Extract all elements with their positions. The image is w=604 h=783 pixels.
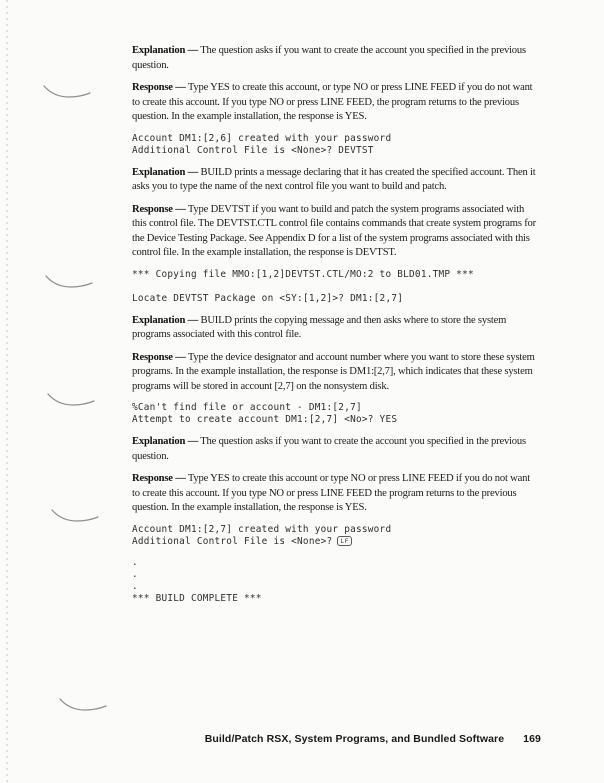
paragraph-label: Explanation — bbox=[132, 314, 198, 326]
paragraph-label: Explanation — bbox=[132, 436, 198, 447]
paragraph-text: Type the device designator and account number where you want to store these system programs. In the example installation, the response is DM1:[2,7], which indicates that these system programs will be stored in account [2,7] on the nonsystem disk. bbox=[132, 351, 535, 392]
paragraph-text: The question asks if you want to create the account you specified in the previous question. bbox=[132, 436, 526, 462]
paragraph-label: Response — bbox=[132, 203, 186, 215]
paragraph-text: Type DEVTST if you want to build and patch the system programs associated with this control file. The DEVTST.CTL control file contains commands that create system programs for the Device Testing Package. See Appendix D for a list of the system programs associated with this control file. In the example installation, the response is DEVTST. bbox=[132, 203, 536, 258]
response-paragraph bbox=[132, 472, 536, 516]
terminal-line: %Can't find file or account - DM1:[2,7] bbox=[132, 402, 362, 413]
paragraph-text: BUILD prints a message declaring that it has created the specified account. Then it asks you to type the name of the next control file you want to build and patch. bbox=[132, 166, 536, 192]
explanation-paragraph bbox=[132, 166, 536, 195]
margin-squiggle bbox=[46, 392, 96, 408]
margin-squiggle bbox=[44, 274, 94, 290]
paragraph-label: Response — bbox=[132, 82, 186, 93]
paragraph-text: BUILD prints the copying message and then asks where to store the system programs associated with this control file. bbox=[132, 314, 507, 340]
explanation-paragraph bbox=[132, 44, 536, 73]
explanation-paragraph bbox=[132, 314, 536, 343]
paragraph-text: Type YES to create this account, or type NO or press LINE FEED if you do not want to create this account. If you type NO or press LINE FEED, the program returns to the previous question. In the example installation, the response is YES. bbox=[132, 82, 533, 122]
response-paragraph bbox=[132, 203, 536, 261]
paragraph-label: Explanation — bbox=[132, 166, 198, 178]
explanation-paragraph bbox=[132, 435, 536, 464]
margin-squiggle bbox=[58, 697, 108, 713]
terminal-output-block bbox=[132, 524, 536, 548]
ellipsis-dot: . bbox=[132, 580, 138, 592]
terminal-output-block bbox=[132, 269, 536, 305]
terminal-line: Additional Control File is <None>? DEVTST bbox=[132, 144, 374, 156]
terminal-line: Account DM1:[2,6] created with your password bbox=[132, 132, 392, 144]
terminal-line bbox=[132, 536, 536, 548]
page-number: 169 bbox=[523, 733, 541, 745]
response-paragraph bbox=[132, 351, 536, 395]
terminal-line: Attempt to create account DM1:[2,7] <No>? YES bbox=[132, 414, 398, 425]
response-paragraph bbox=[132, 81, 536, 125]
margin-squiggle bbox=[50, 508, 100, 524]
ellipsis-dot: . bbox=[132, 556, 138, 568]
paragraph-label: Explanation — bbox=[132, 45, 198, 56]
terminal-output-block bbox=[132, 133, 536, 157]
page-content bbox=[132, 44, 536, 614]
paragraph-label: Response — bbox=[132, 351, 186, 363]
terminal-output-block bbox=[132, 402, 536, 426]
margin-squiggle bbox=[42, 84, 92, 100]
paragraph-text: Type YES to create this account or type NO or press LINE FEED if you do not want to create this account. If you type NO or press LINE FEED the program returns to the previous question. In the example installation, the response is YES. bbox=[132, 473, 530, 513]
terminal-line: *** Copying file MMO:[1,2]DEVTST.CTL/MO:2 to BLD01.TMP *** bbox=[132, 268, 474, 280]
build-complete-line: *** BUILD COMPLETE *** bbox=[132, 592, 262, 604]
ellipsis-dot: . bbox=[132, 568, 138, 580]
terminal-line: Locate DEVTST Package on <SY:[1,2]>? DM1:[2,7] bbox=[132, 292, 404, 304]
terminal-prompt-text: Additional Control File is <None>? bbox=[132, 535, 333, 547]
page-footer bbox=[0, 733, 541, 745]
footer-title: Build/Patch RSX, System Programs, and Bundled Software bbox=[204, 733, 505, 745]
terminal-ellipsis-block bbox=[132, 557, 536, 605]
terminal-line bbox=[132, 281, 536, 293]
paragraph-label: Response — bbox=[132, 473, 186, 484]
paragraph-text: The question asks if you want to create the account you specified in the previous question. bbox=[132, 45, 526, 71]
line-feed-key-badge: LF bbox=[337, 536, 351, 546]
terminal-line: Account DM1:[2,7] created with your password bbox=[132, 523, 392, 535]
